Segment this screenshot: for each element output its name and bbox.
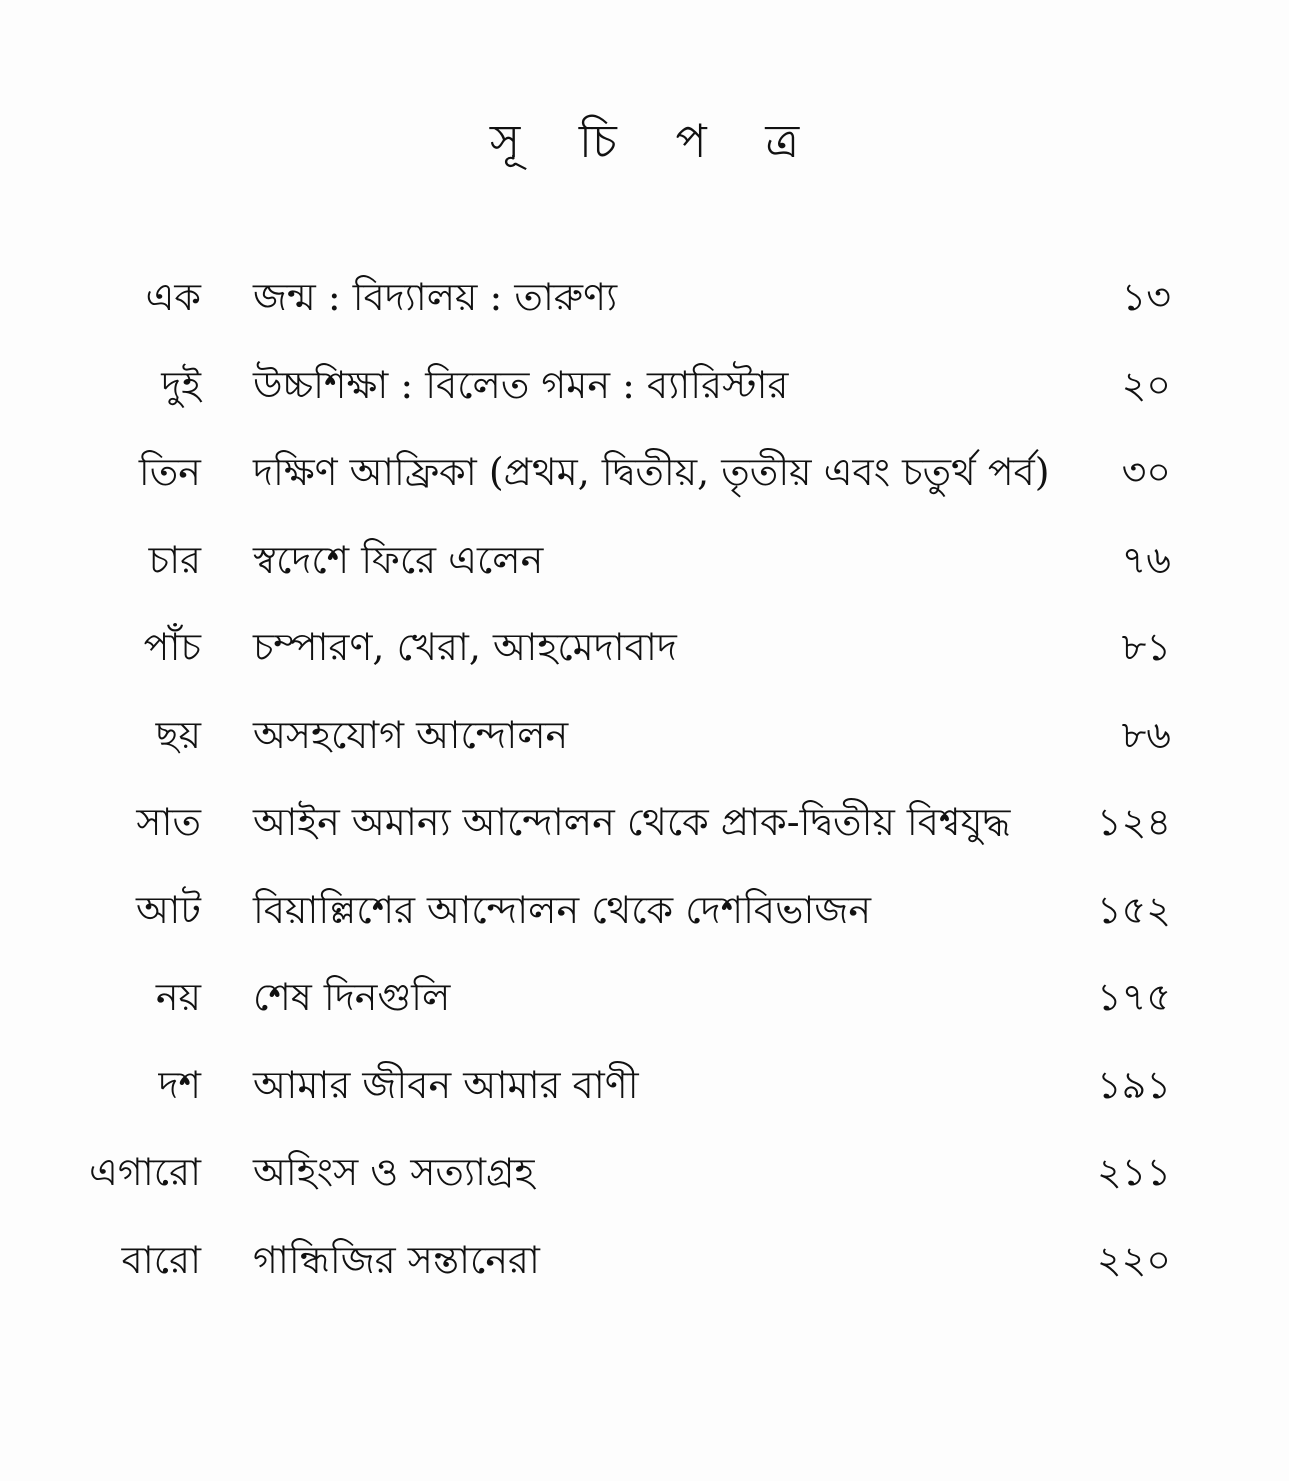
chapter-title: উচ্চশিক্ষা : বিলেত গমন : ব্যারিস্টার (253, 362, 789, 407)
page-number: ৭৬ (1121, 537, 1171, 582)
chapter-title: গান্ধিজির সন্তানেরা (253, 1237, 540, 1282)
toc-row (0, 795, 1289, 883)
page-number: ২২০ (1096, 1237, 1171, 1282)
toc-row (0, 620, 1289, 708)
toc-row (0, 970, 1289, 1058)
chapter-number: চার (148, 537, 201, 582)
toc-row (0, 1233, 1289, 1321)
chapter-number: এগারো (88, 1150, 201, 1194)
page-number: ১৯১ (1097, 1062, 1171, 1107)
toc-row (0, 445, 1289, 533)
page-title: সূ চি প ত্র (489, 114, 822, 168)
chapter-title: অহিংস ও সত্যাগ্রহ (253, 1150, 535, 1194)
toc-row (0, 1145, 1289, 1233)
chapter-title: জন্ম : বিদ্যালয় : তারুণ্য (253, 275, 618, 319)
chapter-number: আট (135, 887, 201, 932)
chapter-number: পাঁচ (143, 625, 201, 669)
page-number: ৩০ (1121, 450, 1171, 494)
page-number: ১৭৫ (1096, 975, 1171, 1019)
chapter-title: শেষ দিনগুলি (253, 975, 451, 1019)
chapter-number: বারো (121, 1237, 201, 1282)
page-number: ২১১ (1096, 1150, 1171, 1194)
chapter-number: দশ (158, 1062, 201, 1107)
toc-row (0, 883, 1289, 971)
chapter-title: চম্পারণ, খেরা, আহমেদাবাদ (253, 625, 677, 669)
table-of-contents (0, 270, 1289, 1320)
chapter-number: নয় (155, 975, 201, 1019)
chapter-title: বিয়াল্লিশের আন্দোলন থেকে দেশবিভাজন (253, 887, 872, 932)
toc-row (0, 270, 1289, 358)
chapter-title: আমার জীবন আমার বাণী (253, 1062, 639, 1107)
chapter-number: সাত (136, 800, 201, 844)
chapter-title: স্বদেশে ফিরে এলেন (253, 537, 544, 582)
chapter-title: অসহযোগ আন্দোলন (253, 712, 569, 757)
chapter-number: এক (145, 275, 201, 319)
toc-row (0, 358, 1289, 446)
toc-row (0, 1058, 1289, 1146)
page-number: ৮১ (1121, 625, 1171, 669)
page-number: ২০ (1121, 362, 1171, 407)
page-number: ১৫২ (1096, 887, 1171, 932)
chapter-number: ছয় (155, 712, 201, 757)
chapter-title: দক্ষিণ আফ্রিকা (প্রথম, দ্বিতীয়, তৃতীয় এবং চতুর্থ পর্ব) (253, 450, 1050, 494)
chapter-number: দুই (161, 362, 201, 407)
toc-row (0, 533, 1289, 621)
chapter-title: আইন অমান্য আন্দোলন থেকে প্রাক-দ্বিতীয় বিশ্বযুদ্ধ (253, 800, 1011, 844)
toc-row (0, 708, 1289, 796)
page-number: ৮৬ (1121, 712, 1171, 757)
page-number: ১২৪ (1096, 800, 1171, 844)
page-number: ১৩ (1121, 275, 1171, 319)
chapter-number: তিন (138, 450, 201, 494)
